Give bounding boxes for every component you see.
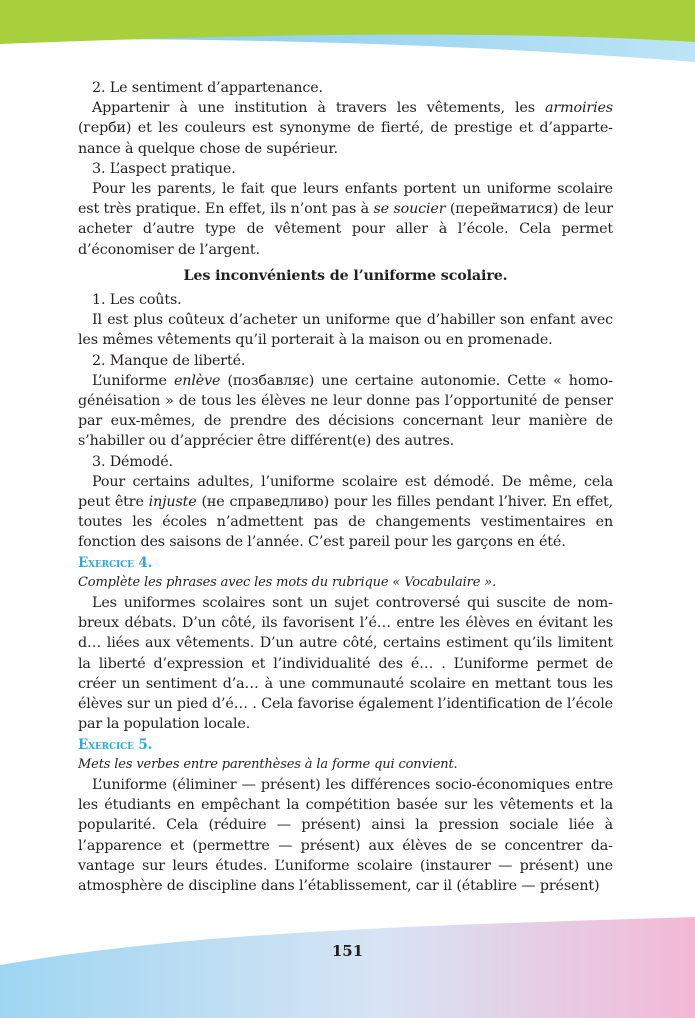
page-number: 151 xyxy=(331,942,364,960)
paragraph: 2. Le sentiment d’appartenance. xyxy=(92,80,323,96)
exercise-4-title: Exercice 4. xyxy=(78,554,153,571)
paragraph: L’uniforme enlève (позбавляє) une certaine autonomie. Cette « homogénéisation » de tous les élèves ne leur donne pas l’opportunité de penser par eux-mêmes, de prendre des décisions concernant leur manière de s’habiller ou d’apprécier être différent(e) des autres. xyxy=(78,372,613,450)
paragraph: 3. Démodé. xyxy=(92,453,173,470)
bottom-decorative-band xyxy=(0,905,695,1018)
paragraph: 1. Les coûts. xyxy=(92,292,182,309)
exercise-5-instruction: Mets les verbes entre parenthèses à la forme qui convient. xyxy=(78,756,458,772)
paragraph: Pour certains adultes, l’uniforme scolaire est démodé. De même, cela peut être injuste (не справедливо) pour les filles pendant l’hiver. En effet, toutes les écoles n’admettent pas de changements vestimentaires en fonction des saisons de l’année. C’est pareil pour les garçons en été. xyxy=(78,473,613,551)
paragraph: Il est plus coûteux d’acheter un uniforme que d’habiller son enfant avec les mêmes vêtements qu’il porterait à la maison ou en promenade. xyxy=(78,312,613,349)
exercise-5-title: Exercice 5. xyxy=(78,736,153,753)
exercise-5-text: L’uniforme (éliminer — présent) les différences socio-économiques entre les étudiants en empêchant la compétition basée sur les vêtements et la popularité. Cela (réduire — présent) ainsi la pression sociale liée à l’apparence et (permettre — présent) aux élèves de se concentrer davantage sur leurs études. L’uniforme scolaire (instaurer — présent) une atmosphère de discipline dans l’établissement, car il (établire — présent) xyxy=(78,776,613,894)
paragraph: Appartenir à une institution à travers les vêtements, les armoiries (герби) et les couleurs est synonyme de fierté, de prestige et d’appartenance à quelque chose de supérieur. xyxy=(78,100,613,157)
section-heading: Les inconvénients de l’uniforme scolaire. xyxy=(183,267,508,284)
paragraph: Pour les parents, le fait que leurs enfants portent un uniforme scolaire est très pratique. En effet, ils n’ont pas à se soucier (перейматися) de leur acheter d’autre type de vêtement pour aller à l’école. Cela permet d’économiser de l’argent. xyxy=(78,181,613,258)
paragraph: 3. L’aspect pratique. xyxy=(92,160,236,177)
exercise-4-instruction: Complète les phrases avec les mots du rubrique « Vocabulaire ». xyxy=(78,574,497,590)
paragraph: 2. Manque de liberté. xyxy=(92,352,246,369)
page-body xyxy=(78,78,613,896)
exercise-4-text: Les uniformes scolaires sont un sujet controversé qui suscite de nombreux débats. D’un côté, ils favorisent l’é… entre les élèves en évitant les d… liées aux vêtements. D’un autre côté, certains estiment qu’ils limitent la liberté d’expression et l’individualité des é… . L’uniforme permet de créer un sentiment d’a… à une communauté scolaire en mettant tous les élèves sur un pied d’é… . Cela favorise également l’identification de l’école par la population locale. xyxy=(78,595,613,733)
